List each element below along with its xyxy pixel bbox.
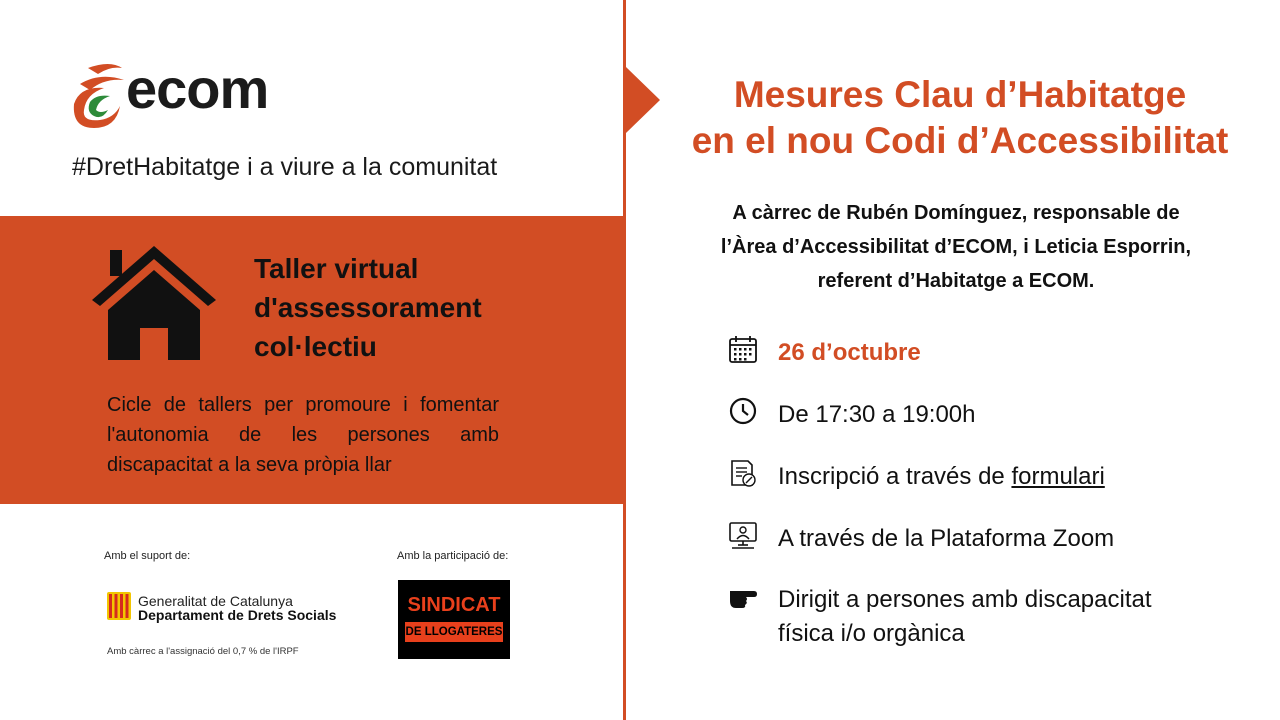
platform-text: A través de la Plataforma Zoom xyxy=(778,525,1115,552)
workshop-title xyxy=(254,249,584,366)
headline-line: en el nou Codi d’Accessibilitat xyxy=(691,120,1229,161)
event-date: 26 d’octubre xyxy=(778,339,921,366)
headline-line: Mesures Clau d’Habitatge xyxy=(733,74,1187,115)
registration-form-link[interactable]: formulari xyxy=(1011,463,1105,490)
generalitat-name: Generalitat de Catalunya xyxy=(138,593,293,609)
clock-icon xyxy=(728,396,758,426)
computer-user-icon xyxy=(728,520,758,550)
irpf-assignment-note: Amb càrrec a l'assignació del 0,7 % de l'IRPF xyxy=(107,646,299,657)
registration-row xyxy=(728,458,1248,498)
sindicat-logo-text: SINDICAT xyxy=(407,594,501,616)
support-label: Amb el suport de: xyxy=(104,550,191,562)
left-panel xyxy=(0,0,624,720)
speakers-line: A càrrec de Rubén Domínguez, responsable de xyxy=(732,202,1180,224)
speakers-line: l’Àrea d’Accessibilitat d’ECOM, i Leticia Esporrin, xyxy=(720,236,1192,258)
pointing-hand-icon xyxy=(728,581,758,611)
sindicat-logo xyxy=(398,580,510,659)
audience-row xyxy=(728,581,1248,661)
department-name: Departament de Drets Socials xyxy=(138,607,337,623)
speakers-line: referent d’Habitatge a ECOM. xyxy=(817,270,1095,292)
event-headline xyxy=(640,72,1280,164)
event-time-row xyxy=(728,396,1248,436)
ecom-logo-mark-icon xyxy=(70,58,130,130)
tagline: #DretHabitatge i a viure a la comunitat xyxy=(72,153,498,181)
workshop-title-line: col·lectiu xyxy=(254,331,377,362)
workshop-title-line: Taller virtual xyxy=(254,253,419,284)
generalitat-emblem-icon xyxy=(107,592,131,620)
workshop-description: Cicle de tallers per promoure i fomentar l'autonomia de les persones amb discapacitat a la seva pròpia llar xyxy=(107,394,499,476)
form-icon xyxy=(728,458,758,488)
event-time: De 17:30 a 19:00h xyxy=(778,401,976,428)
platform-row xyxy=(728,520,1248,560)
house-icon xyxy=(90,242,218,362)
audience-line: física i/o orgànica xyxy=(778,620,965,647)
sindicat-logo-subtext: DE LLOGATERES xyxy=(405,622,503,642)
ecom-logo xyxy=(70,58,310,130)
generalitat-logo xyxy=(107,592,367,622)
calendar-icon xyxy=(728,334,758,364)
audience-text xyxy=(778,583,1152,651)
audience-line: Dirigit a persones amb discapacitat xyxy=(778,586,1152,613)
event-date-row xyxy=(728,334,1248,374)
registration-text xyxy=(778,460,1105,494)
workshop-title-line: d'assessorament xyxy=(254,292,482,323)
speakers-text xyxy=(676,196,1236,298)
ecom-logo-text: ecom xyxy=(126,57,269,120)
participation-label: Amb la participació de: xyxy=(397,550,509,562)
registration-prefix: Inscripció a través de xyxy=(778,463,1012,490)
